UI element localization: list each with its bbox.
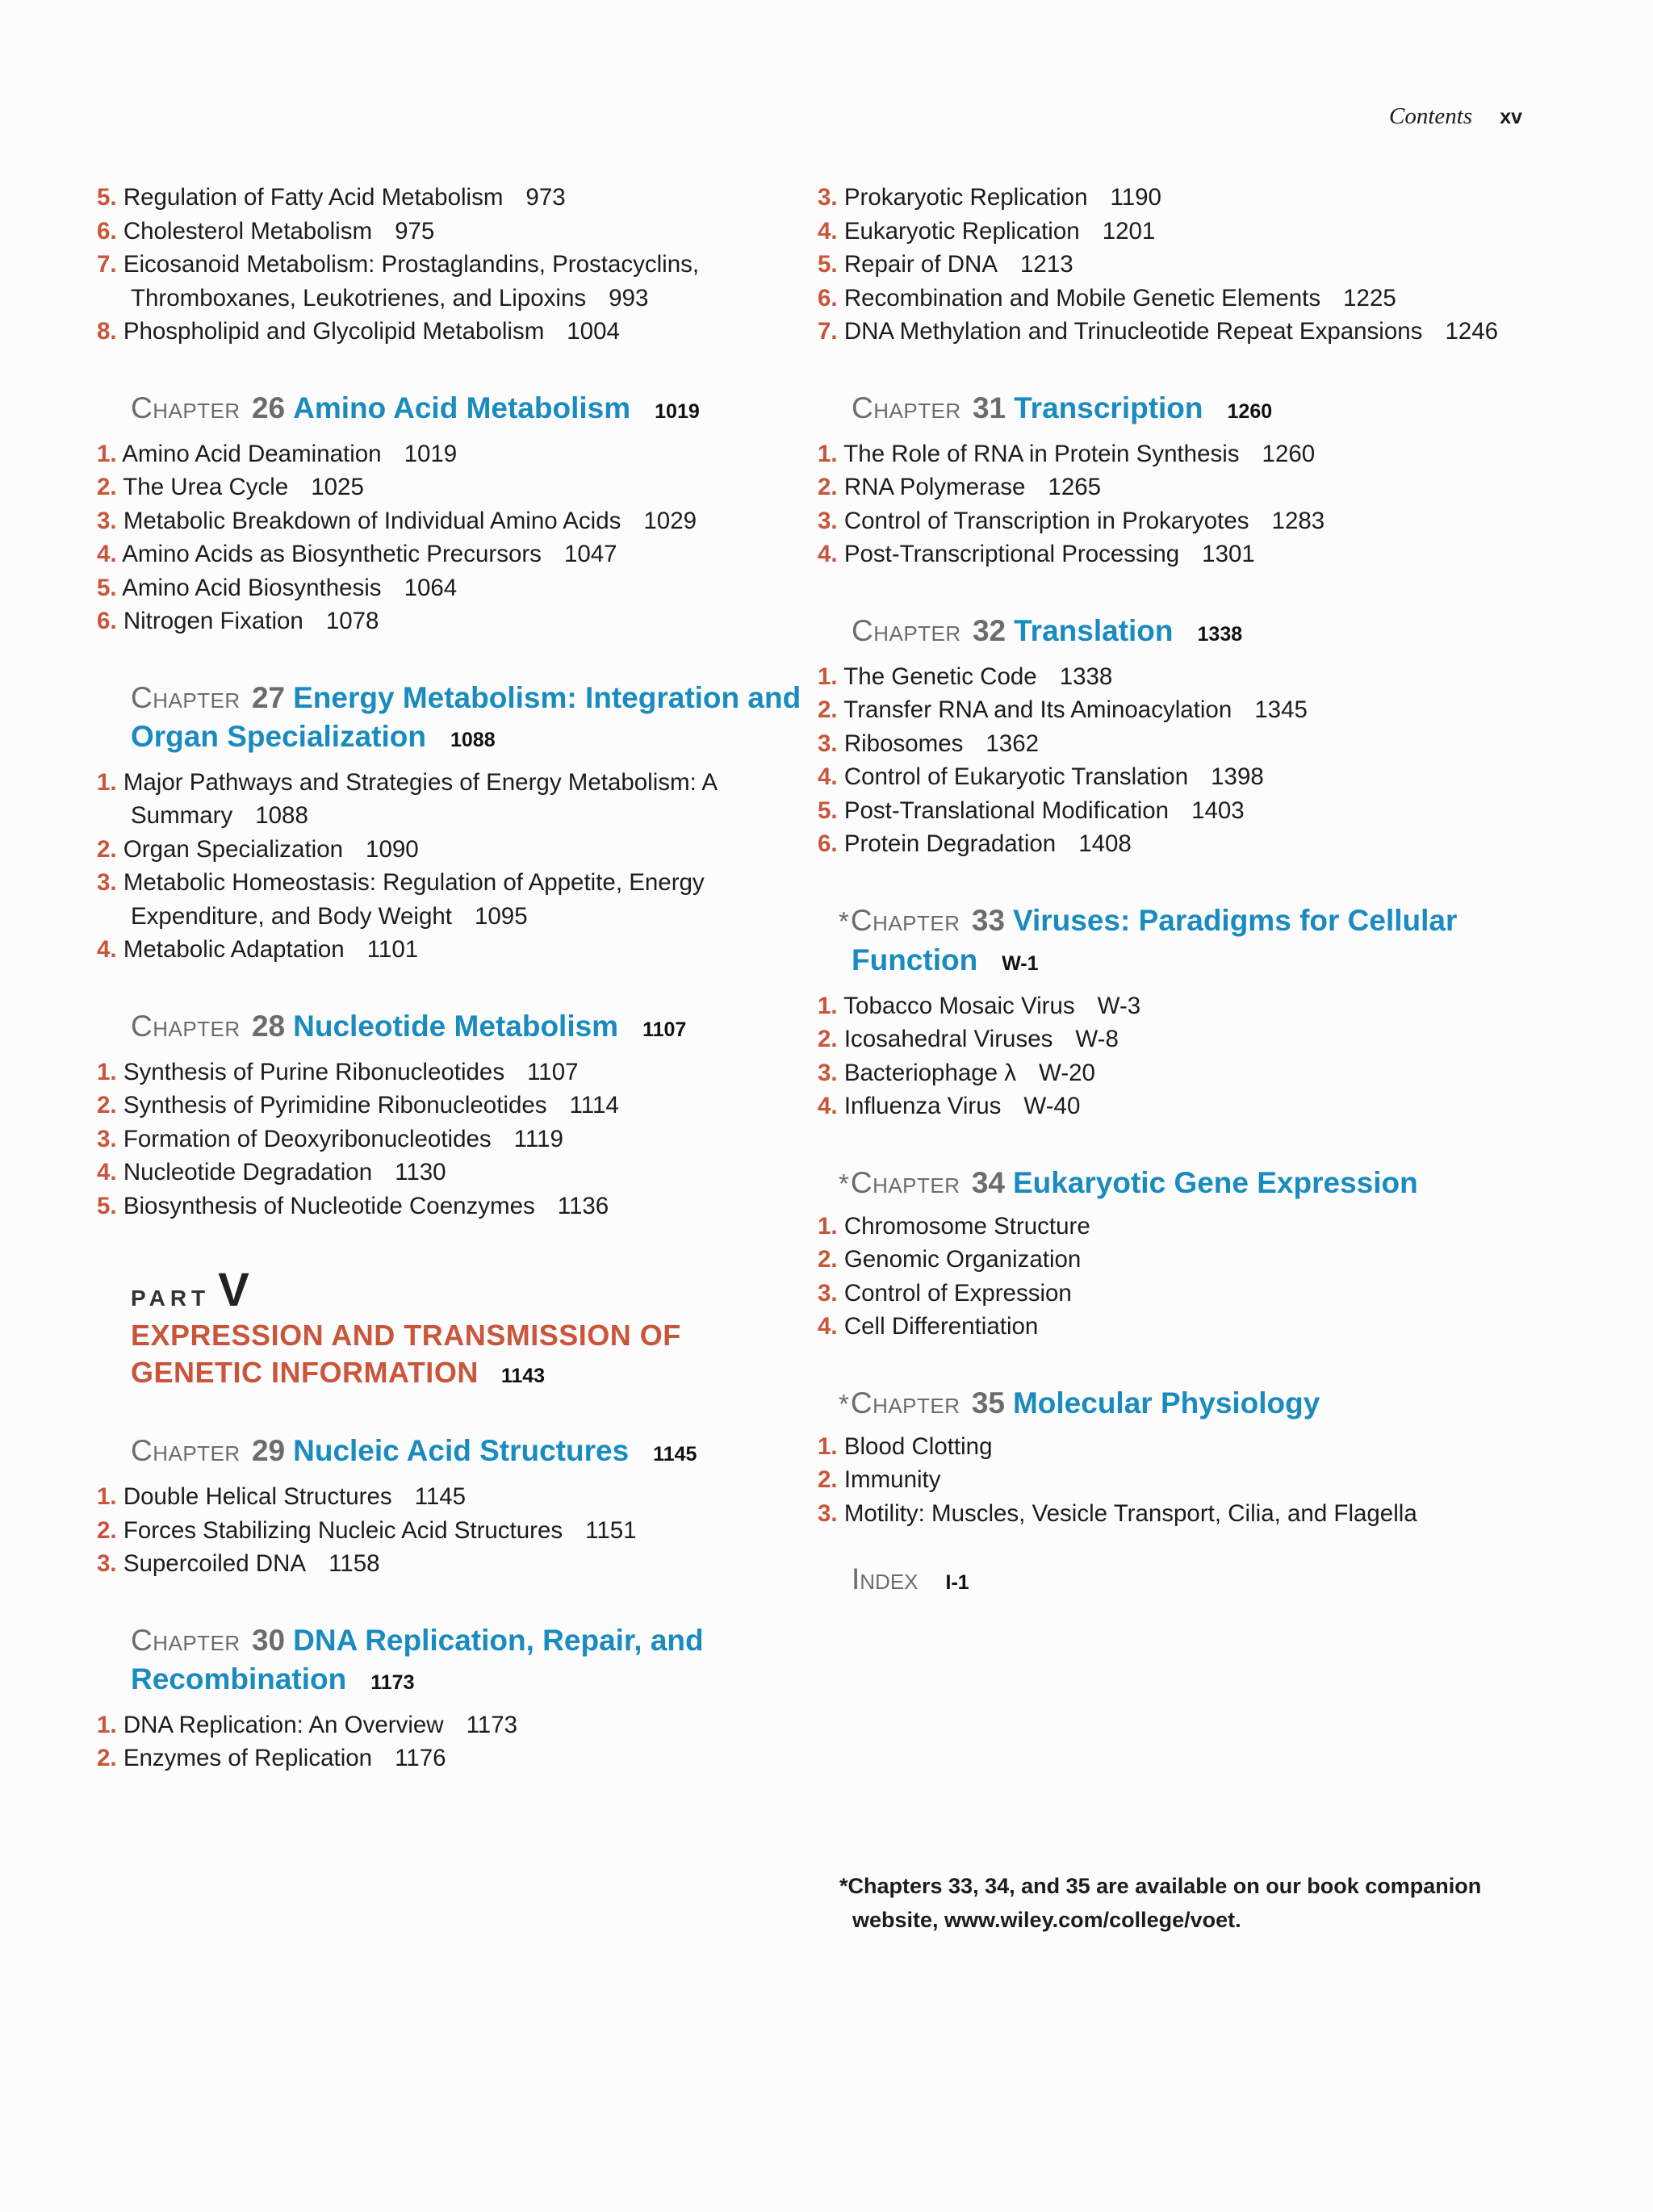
section-page: 1301 — [1202, 541, 1255, 567]
section-title: Metabolic Homeostasis: Regulation of Appetite, Energy Expenditure, and Body Weight — [123, 869, 705, 930]
chapter-page: 1088 — [450, 728, 496, 751]
chapter-page: 1145 — [653, 1443, 697, 1466]
chapter-block — [97, 1007, 809, 1223]
part-numeral: V — [218, 1264, 249, 1316]
chapter-label: Chapter — [852, 613, 961, 647]
chapter-block — [818, 612, 1530, 861]
section-page: 1088 — [255, 802, 308, 829]
section-item — [97, 1742, 809, 1775]
section-item — [818, 1022, 1530, 1056]
section-item — [818, 1430, 1530, 1464]
chapter-title: Nucleic Acid Structures — [293, 1434, 630, 1467]
index-label: Index — [852, 1562, 919, 1595]
section-number: 6. — [818, 830, 838, 857]
section-page: 1095 — [474, 902, 528, 930]
chapter-heading — [131, 679, 809, 759]
section-item — [818, 1210, 1530, 1244]
section-number: 2. — [818, 1466, 838, 1493]
section-number: 6. — [97, 217, 117, 245]
chapter-block — [818, 901, 1530, 1123]
section-number: 1. — [818, 440, 838, 467]
chapter-label: Chapter — [131, 1623, 241, 1657]
section-title: Prokaryotic Replication — [843, 184, 1088, 211]
section-title: Influenza Virus — [843, 1093, 1002, 1119]
section-title: Motility: Muscles, Vesicle Transport, Cilia, and Flagella — [843, 1499, 1417, 1527]
chapter-page: 1173 — [370, 1670, 415, 1694]
section-title: RNA Polymerase — [843, 474, 1026, 500]
chapter-page: 1019 — [655, 399, 700, 423]
section-number: 1. — [97, 768, 117, 796]
section-title: Nitrogen Fixation — [123, 608, 303, 634]
section-item — [818, 827, 1530, 861]
section-item — [818, 1243, 1530, 1277]
chapter-title: Viruses: Paradigms for Cellular Function — [852, 903, 1458, 976]
chapter-label: Chapter — [131, 1434, 241, 1467]
section-page: 1362 — [986, 730, 1040, 757]
part-title-line — [131, 1317, 809, 1395]
section-page: 1260 — [1262, 440, 1316, 467]
section-page: 1345 — [1254, 696, 1308, 723]
section-number: 3. — [818, 1279, 838, 1307]
section-number: 4. — [818, 1313, 838, 1340]
chapter-title: Eukaryotic Gene Expression — [1012, 1165, 1418, 1199]
chapter-number: 34 — [971, 1165, 1005, 1199]
section-item — [97, 215, 809, 249]
chapter-heading — [131, 1432, 809, 1474]
footnote — [839, 1869, 1550, 1937]
section-item — [97, 1156, 809, 1190]
section-title: Major Pathways and Strategies of Energy Metabolism: A Summary — [123, 768, 717, 829]
chapter-heading — [131, 1621, 809, 1702]
section-page: 1107 — [527, 1058, 579, 1085]
section-page: 1403 — [1191, 797, 1245, 824]
section-title: The Genetic Code — [843, 663, 1037, 690]
chapter-page: W-1 — [1002, 951, 1039, 975]
chapter-label: Chapter — [131, 391, 241, 424]
section-number: 3. — [818, 1499, 838, 1527]
section-number: 6. — [97, 608, 117, 634]
section-item — [818, 693, 1530, 727]
section-item — [97, 1708, 809, 1742]
section-title: Forces Stabilizing Nucleic Acid Structures — [123, 1516, 563, 1544]
section-title: Protein Degradation — [843, 830, 1057, 857]
section-number: 5. — [818, 797, 838, 824]
section-title: Eicosanoid Metabolism: Prostaglandins, Prostacyclins, Thromboxanes, Leukotrienes, and Lipoxins — [123, 251, 700, 312]
section-page: 973 — [525, 184, 566, 211]
chapter-block — [97, 389, 809, 638]
section-list — [818, 989, 1530, 1123]
chapter-number: 32 — [972, 613, 1006, 647]
section-number: 5. — [818, 251, 838, 278]
section-title: Synthesis of Purine Ribonucleotides — [123, 1058, 505, 1085]
chapter-label: Chapter — [850, 903, 960, 937]
section-number: 7. — [818, 318, 838, 345]
section-number: 2. — [97, 835, 117, 863]
chapter-block — [97, 1621, 809, 1775]
section-title: Supercoiled DNA — [123, 1550, 307, 1577]
section-number: 2. — [97, 1745, 117, 1771]
part-label-line — [131, 1263, 809, 1317]
section-title: Transfer RNA and Its Aminoacylation — [843, 696, 1232, 723]
left-column — [97, 181, 809, 1816]
running-head-title: Contents — [1389, 103, 1473, 129]
section-page: 1173 — [466, 1711, 518, 1738]
section-item — [97, 504, 809, 538]
part-heading — [131, 1263, 809, 1395]
section-title: Eukaryotic Replication — [843, 217, 1080, 245]
section-title: Regulation of Fatty Acid Metabolism — [123, 184, 504, 211]
section-number: 5. — [97, 1192, 117, 1219]
section-page: 1225 — [1343, 284, 1396, 312]
section-page: 1201 — [1102, 217, 1156, 245]
chapter-label: Chapter — [131, 680, 241, 714]
section-number: 4. — [818, 217, 838, 245]
section-title: Biosynthesis of Nucleotide Coenzymes — [123, 1192, 535, 1219]
section-page: 1246 — [1445, 318, 1499, 345]
section-number: 8. — [97, 318, 117, 345]
section-page: 1064 — [404, 574, 458, 601]
online-chapter-marker: * — [839, 1168, 849, 1198]
chapter-number: 26 — [251, 391, 286, 424]
chapter-heading — [131, 1007, 809, 1049]
section-page: W-20 — [1039, 1059, 1095, 1086]
section-title: Icosahedral Viruses — [843, 1026, 1053, 1052]
chapter-number: 30 — [251, 1623, 286, 1657]
section-item — [97, 1123, 809, 1156]
section-title: Tobacco Mosaic Virus — [843, 992, 1075, 1019]
section-page: 993 — [609, 284, 649, 312]
section-item — [818, 537, 1530, 571]
section-item — [97, 181, 809, 215]
section-title: Metabolic Adaptation — [123, 936, 345, 963]
right-column — [818, 181, 1530, 1596]
section-number: 4. — [818, 1093, 838, 1119]
chapter-heading — [839, 901, 1530, 983]
section-item — [97, 571, 809, 605]
section-page: 1408 — [1078, 830, 1132, 857]
section-number: 4. — [97, 936, 117, 963]
section-page: 1151 — [585, 1516, 637, 1544]
chapter-heading — [839, 1384, 1530, 1424]
chapter-label: Chapter — [131, 1009, 241, 1043]
chapter-heading — [852, 389, 1530, 431]
section-page: 1158 — [329, 1550, 380, 1577]
section-page: 1019 — [404, 440, 458, 467]
section-page: W-3 — [1097, 992, 1141, 1019]
section-number: 2. — [97, 474, 117, 500]
section-item — [97, 470, 809, 504]
index-entry — [852, 1562, 1530, 1596]
section-number: 2. — [97, 1516, 117, 1544]
chapter-block — [818, 389, 1530, 571]
chapter-label: Chapter — [850, 1165, 960, 1199]
section-number: 7. — [97, 251, 117, 278]
section-item — [97, 1089, 809, 1123]
section-item — [818, 315, 1530, 349]
section-number: 2. — [818, 1246, 838, 1273]
chapter-block — [97, 1432, 809, 1581]
section-item — [97, 1480, 809, 1514]
chapter-heading — [131, 389, 809, 431]
part-label: PART — [131, 1286, 211, 1311]
section-item — [818, 660, 1530, 694]
section-number: 6. — [818, 284, 838, 312]
section-number: 2. — [97, 1092, 117, 1119]
section-page: 975 — [395, 217, 435, 245]
section-title: Chromosome Structure — [843, 1212, 1090, 1240]
section-page: 1176 — [395, 1745, 446, 1771]
section-page: 1029 — [643, 507, 697, 534]
section-item — [818, 1056, 1530, 1090]
section-item — [818, 1310, 1530, 1344]
section-title: Repair of DNA — [843, 251, 998, 278]
section-number: 2. — [818, 474, 838, 500]
section-page: 1114 — [569, 1092, 619, 1119]
section-number: 1. — [818, 1212, 838, 1240]
section-title: Control of Expression — [843, 1279, 1072, 1307]
part-page: 1143 — [500, 1365, 546, 1387]
section-title: Formation of Deoxyribonucleotides — [123, 1125, 492, 1152]
section-number: 3. — [97, 1550, 117, 1577]
section-page: 1004 — [567, 318, 620, 345]
section-list — [818, 660, 1530, 861]
section-item — [818, 1277, 1530, 1311]
section-item — [818, 794, 1530, 828]
chapter-label: Chapter — [852, 391, 961, 424]
section-title: Control of Transcription in Prokaryotes — [843, 507, 1249, 534]
section-item — [818, 989, 1530, 1023]
section-list — [818, 1210, 1530, 1344]
section-number: 3. — [97, 1125, 117, 1152]
running-head — [1389, 103, 1522, 130]
section-item — [97, 866, 809, 933]
chapter-label: Chapter — [850, 1386, 960, 1420]
section-title: Synthesis of Pyrimidine Ribonucleotides — [123, 1092, 547, 1119]
section-item — [97, 537, 809, 571]
chapter-title: Amino Acid Metabolism — [293, 391, 631, 424]
section-title: Post-Translational Modification — [843, 797, 1170, 824]
chapter-title: Molecular Physiology — [1012, 1386, 1320, 1420]
chapter-title: DNA Replication, Repair, and Recombination — [131, 1623, 704, 1696]
section-list — [97, 181, 809, 349]
section-page: 1190 — [1110, 184, 1161, 211]
section-number: 1. — [97, 1058, 117, 1085]
section-page: 1101 — [366, 936, 419, 963]
section-page: 1090 — [366, 835, 419, 863]
chapter-block — [818, 1384, 1530, 1531]
section-list — [97, 437, 809, 638]
section-page: 1047 — [563, 541, 617, 567]
section-number: 5. — [97, 574, 117, 601]
section-page: 1025 — [311, 474, 364, 500]
section-item — [818, 437, 1530, 471]
running-head-page-number: xv — [1500, 106, 1522, 128]
section-item — [97, 1514, 809, 1548]
section-list — [97, 1480, 809, 1581]
chapter-heading — [839, 1164, 1530, 1203]
section-number: 5. — [97, 184, 117, 211]
section-page: 1283 — [1271, 507, 1325, 534]
chapter-number: 28 — [251, 1009, 286, 1043]
chapter-title: Nucleotide Metabolism — [293, 1009, 619, 1043]
section-page: 1119 — [513, 1125, 563, 1152]
part-title: EXPRESSION AND TRANSMISSION OF GENETIC INFORMATION — [131, 1319, 681, 1389]
section-number: 1. — [97, 440, 117, 467]
section-item — [818, 282, 1530, 316]
section-page: 1130 — [395, 1159, 446, 1185]
chapter-number: 27 — [251, 680, 286, 714]
section-item — [818, 1089, 1530, 1123]
section-title: Amino Acid Biosynthesis — [122, 574, 382, 601]
section-list — [818, 1430, 1530, 1531]
section-list — [97, 1056, 809, 1223]
section-title: Post-Transcriptional Processing — [843, 541, 1180, 567]
section-title: Immunity — [843, 1466, 941, 1493]
section-item — [818, 1463, 1530, 1497]
section-title: The Role of RNA in Protein Synthesis — [843, 440, 1240, 467]
section-item — [818, 181, 1530, 215]
chapter-page: 1338 — [1197, 622, 1243, 646]
section-title: The Urea Cycle — [123, 474, 289, 500]
online-chapter-marker: * — [839, 1388, 849, 1419]
section-number: 1. — [818, 1432, 838, 1460]
chapter-title: Energy Metabolism: Integration and Organ Specialization — [131, 680, 801, 753]
section-item — [97, 604, 809, 638]
section-list — [818, 437, 1530, 571]
section-title: DNA Methylation and Trinucleotide Repeat Expansions — [843, 318, 1423, 345]
section-title: Double Helical Structures — [123, 1483, 392, 1510]
section-page: 1265 — [1048, 474, 1102, 500]
chapter-number: 31 — [972, 391, 1006, 424]
section-number: 2. — [818, 1026, 838, 1052]
section-item — [818, 215, 1530, 249]
section-page: 1145 — [414, 1483, 467, 1510]
section-item — [818, 727, 1530, 761]
chapter-title: Transcription — [1014, 391, 1203, 424]
chapter-number: 29 — [251, 1434, 286, 1467]
section-item — [818, 470, 1530, 504]
section-title: Amino Acids as Biosynthetic Precursors — [122, 541, 542, 567]
section-number: 3. — [97, 507, 117, 534]
section-number: 1. — [818, 992, 838, 1019]
section-page: W-8 — [1075, 1026, 1119, 1052]
section-title: Control of Eukaryotic Translation — [843, 763, 1189, 790]
section-item — [818, 1497, 1530, 1531]
section-item — [97, 1190, 809, 1223]
section-title: Enzymes of Replication — [123, 1745, 373, 1771]
section-list — [818, 181, 1530, 349]
chapter-block — [97, 679, 809, 967]
section-number: 3. — [97, 869, 117, 896]
chapter-block — [818, 1164, 1530, 1344]
section-title: Metabolic Breakdown of Individual Amino Acids — [123, 507, 621, 534]
section-page: 1213 — [1020, 251, 1073, 278]
section-item — [97, 833, 809, 867]
section-number: 3. — [818, 507, 838, 534]
section-number: 4. — [97, 1159, 117, 1185]
section-number: 3. — [818, 730, 838, 757]
section-item — [97, 248, 809, 315]
section-item — [97, 437, 809, 471]
section-number: 1. — [97, 1711, 117, 1738]
section-page: 1338 — [1059, 663, 1113, 690]
section-number: 1. — [818, 663, 838, 690]
section-number: 4. — [818, 541, 838, 567]
section-title: Genomic Organization — [843, 1246, 1082, 1273]
chapter-page: 1260 — [1227, 399, 1273, 423]
section-title: Bacteriophage λ — [843, 1059, 1017, 1086]
section-item — [97, 766, 809, 833]
section-title: Phospholipid and Glycolipid Metabolism — [123, 318, 545, 345]
section-number: 3. — [818, 1059, 838, 1086]
section-item — [818, 760, 1530, 794]
section-title: Nucleotide Degradation — [123, 1159, 373, 1185]
section-page: 1398 — [1211, 763, 1264, 790]
chapter-title: Translation — [1014, 613, 1174, 647]
section-title: Organ Specialization — [123, 835, 344, 863]
section-title: Blood Clotting — [843, 1432, 993, 1460]
section-item — [97, 1056, 809, 1089]
section-item — [97, 315, 809, 349]
footnote-text: *Chapters 33, 34, and 35 are available on our book companion website, www.wiley.com/college/voet. — [839, 1874, 1482, 1932]
section-item — [818, 248, 1530, 282]
section-title: Ribosomes — [843, 730, 964, 757]
section-title: DNA Replication: An Overview — [123, 1711, 444, 1738]
section-title: Cell Differentiation — [843, 1313, 1039, 1340]
section-list — [97, 1708, 809, 1775]
section-page: W-40 — [1023, 1093, 1081, 1119]
section-title: Amino Acid Deamination — [122, 440, 382, 467]
section-title: Recombination and Mobile Genetic Elements — [843, 284, 1321, 312]
online-chapter-marker: * — [839, 905, 849, 936]
section-item — [818, 504, 1530, 538]
section-list — [97, 766, 809, 967]
index-page: I-1 — [945, 1571, 969, 1594]
chapter-number: 33 — [971, 903, 1005, 937]
section-page: 1136 — [557, 1192, 609, 1219]
section-item — [97, 1547, 809, 1581]
chapter-heading — [852, 612, 1530, 654]
section-item — [97, 933, 809, 967]
chapter-number: 35 — [971, 1386, 1005, 1420]
section-title: Cholesterol Metabolism — [123, 217, 373, 245]
chapter-page: 1107 — [642, 1018, 687, 1041]
section-number: 1. — [97, 1483, 117, 1510]
section-number: 2. — [818, 696, 838, 723]
section-page: 1078 — [325, 608, 379, 634]
section-number: 4. — [818, 763, 838, 790]
section-number: 3. — [818, 184, 838, 211]
section-number: 4. — [97, 541, 117, 567]
